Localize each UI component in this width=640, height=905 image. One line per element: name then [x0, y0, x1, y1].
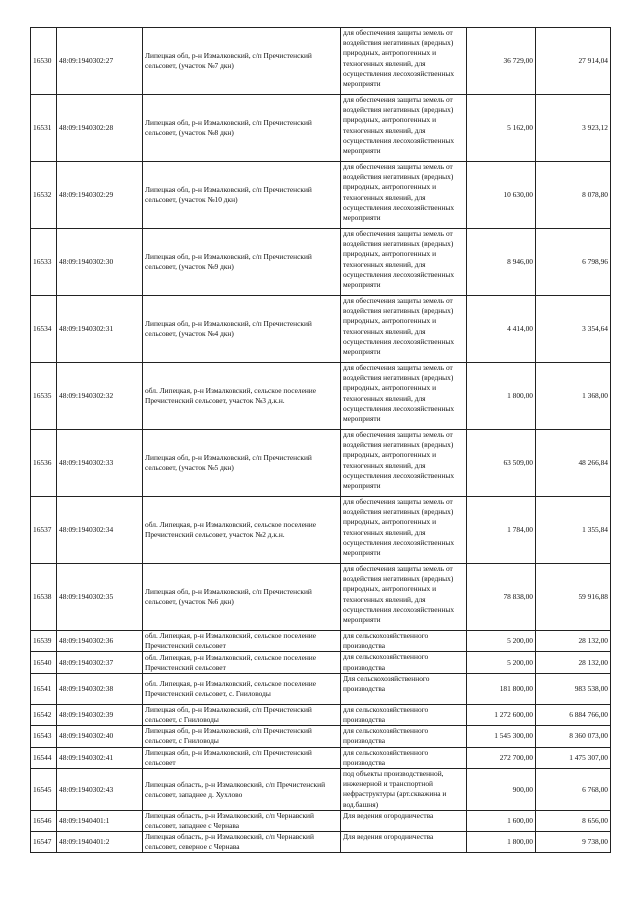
plot-area: 1 545 300,00	[467, 726, 536, 747]
permitted-use: Для ведения огородничества	[341, 811, 467, 832]
plot-address: Липецкая обл, р-н Измалковский, с/п Пречистенский сельсовет, с Гниловоды	[143, 726, 341, 747]
cadastral-cost: 983 538,00	[536, 673, 611, 704]
plot-area: 5 200,00	[467, 652, 536, 673]
plot-area: 36 729,00	[467, 28, 536, 95]
cadastral-number: 48:09:1940302:37	[57, 652, 143, 673]
cadastral-number: 48:09:1940302:32	[57, 363, 143, 430]
table-row	[31, 162, 611, 229]
permitted-use: для обеспечения защиты земель от воздействия негативных (вредных) природных, антропогенных и техногенных явлений, для осуществления лесохозяйственных мероприяти	[341, 95, 467, 162]
cadastral-cost: 8 656,00	[536, 811, 611, 832]
row-number: 16535	[31, 363, 57, 430]
permitted-use: Для сельскохозяйственного производства	[341, 673, 467, 704]
row-number: 16537	[31, 497, 57, 564]
plot-address: Липецкая обл, р-н Измалковский, с/п Пречистенский сельсовет	[143, 747, 341, 768]
plot-address: обл. Липецкая, р-н Измалковский, сельское поселение Пречистенский сельсовет	[143, 631, 341, 652]
row-number: 16532	[31, 162, 57, 229]
cadastral-number: 48:09:1940302:43	[57, 769, 143, 811]
cadastral-number: 48:09:1940302:31	[57, 296, 143, 363]
cadastral-number: 48:09:1940302:28	[57, 95, 143, 162]
cadastral-cost: 28 132,00	[536, 652, 611, 673]
cadastral-number: 48:09:1940302:30	[57, 229, 143, 296]
row-number: 16538	[31, 564, 57, 631]
table-row	[31, 811, 611, 832]
cadastral-cost: 3 923,12	[536, 95, 611, 162]
permitted-use: для сельскохозяйственного производства	[341, 652, 467, 673]
table-row	[31, 497, 611, 564]
permitted-use: для обеспечения защиты земель от воздействия негативных (вредных) природных, антропогенных и техногенных явлений, для осуществления лесохозяйственных мероприяти	[341, 430, 467, 497]
cadastral-number: 48:09:1940302:34	[57, 497, 143, 564]
permitted-use: для обеспечения защиты земель от воздействия негативных (вредных) природных, антропогенных и техногенных явлений, для осуществления лесохозяйственных мероприяти	[341, 28, 467, 95]
plot-area: 63 509,00	[467, 430, 536, 497]
plot-address: обл. Липецкая, р-н Измалковский, сельское поселение Пречистенский сельсовет, участок №2 д.к.н.	[143, 497, 341, 564]
permitted-use: для сельскохозяйственного производства	[341, 747, 467, 768]
table-row	[31, 95, 611, 162]
plot-area: 1 600,00	[467, 811, 536, 832]
permitted-use: для сельскохозяйственного производства	[341, 726, 467, 747]
row-number: 16546	[31, 811, 57, 832]
permitted-use: для обеспечения защиты земель от воздействия негативных (вредных) природных, антропогенных и техногенных явлений, для осуществления лесохозяйственных мероприяти	[341, 564, 467, 631]
plot-area: 5 200,00	[467, 631, 536, 652]
row-number: 16547	[31, 832, 57, 853]
table-row	[31, 430, 611, 497]
permitted-use: для обеспечения защиты земель от воздействия негативных (вредных) природных, антропогенных и техногенных явлений, для осуществления лесохозяйственных мероприяти	[341, 497, 467, 564]
table-row	[31, 726, 611, 747]
cadastral-number: 48:09:1940302:41	[57, 747, 143, 768]
plot-address: Липецкая обл, р-н Измалковский, с/п Пречистенский сельсовет, (участок №9 дкн)	[143, 229, 341, 296]
plot-area: 1 800,00	[467, 363, 536, 430]
table-row	[31, 652, 611, 673]
cadastral-number: 48:09:1940302:38	[57, 673, 143, 704]
cadastral-cost: 6 798,96	[536, 229, 611, 296]
cadastral-cost: 8 078,80	[536, 162, 611, 229]
plot-address: обл. Липецкая, р-н Измалковский, сельское поселение Пречистенский сельсовет, с. Гниловоды	[143, 673, 341, 704]
permitted-use: для обеспечения защиты земель от воздействия негативных (вредных) природных, антропогенных и техногенных явлений, для осуществления лесохозяйственных мероприяти	[341, 296, 467, 363]
plot-address: Липецкая обл, р-н Измалковский, с/п Пречистенский сельсовет, (участок №4 дкн)	[143, 296, 341, 363]
cadastral-cost: 1 355,84	[536, 497, 611, 564]
row-number: 16530	[31, 28, 57, 95]
plot-address: Липецкая обл, р-н Измалковский, с/п Пречистенский сельсовет, с Гниловоды	[143, 704, 341, 725]
cadastral-cost: 48 266,84	[536, 430, 611, 497]
cadastral-cost: 28 132,00	[536, 631, 611, 652]
plot-address: Липецкая обл, р-н Измалковский, с/п Пречистенский сельсовет, (участок №5 дкн)	[143, 430, 341, 497]
cadastral-cost: 59 916,88	[536, 564, 611, 631]
plot-address: Липецкая обл, р-н Измалковский, с/п Пречистенский сельсовет, (участок №10 дкн)	[143, 162, 341, 229]
plot-address: обл. Липецкая, р-н Измалковский, сельское поселение Пречистенский сельсовет	[143, 652, 341, 673]
cadastral-cost: 1 475 307,00	[536, 747, 611, 768]
table-row	[31, 229, 611, 296]
row-number: 16534	[31, 296, 57, 363]
row-number: 16545	[31, 769, 57, 811]
table-row	[31, 564, 611, 631]
row-number: 16540	[31, 652, 57, 673]
permitted-use: под объекты производственной, инженерной и транспортной нефраструктуры (арт.скважина и вод.башня)	[341, 769, 467, 811]
table-row	[31, 704, 611, 725]
cadastral-cost: 6 768,00	[536, 769, 611, 811]
cadastral-cost: 3 354,64	[536, 296, 611, 363]
row-number: 16544	[31, 747, 57, 768]
permitted-use: для обеспечения защиты земель от воздействия негативных (вредных) природных, антропогенных и техногенных явлений, для осуществления лесохозяйственных мероприяти	[341, 162, 467, 229]
cadastral-cost: 6 884 766,00	[536, 704, 611, 725]
plot-address: Липецкая обл, р-н Измалковский, с/п Пречистенский сельсовет, (участок №7 дкн)	[143, 28, 341, 95]
permitted-use: для обеспечения защиты земель от воздействия негативных (вредных) природных, антропогенных и техногенных явлений, для осуществления лесохозяйственных мероприяти	[341, 229, 467, 296]
cadastral-number: 48:09:1940401:1	[57, 811, 143, 832]
plot-area: 1 784,00	[467, 497, 536, 564]
cadastral-number: 48:09:1940302:29	[57, 162, 143, 229]
plot-area: 1 272 600,00	[467, 704, 536, 725]
table-row	[31, 832, 611, 853]
plot-area: 181 800,00	[467, 673, 536, 704]
permitted-use: для обеспечения защиты земель от воздействия негативных (вредных) природных, антропогенных и техногенных явлений, для осуществления лесохозяйственных мероприяти	[341, 363, 467, 430]
cadastral-number: 48:09:1940302:40	[57, 726, 143, 747]
plot-area: 900,00	[467, 769, 536, 811]
cadastral-cost: 9 738,00	[536, 832, 611, 853]
cadastral-number: 48:09:1940302:35	[57, 564, 143, 631]
cadastral-cost: 1 368,00	[536, 363, 611, 430]
plot-area: 8 946,00	[467, 229, 536, 296]
plot-area: 5 162,00	[467, 95, 536, 162]
row-number: 16536	[31, 430, 57, 497]
plot-address: Липецкая область, р-н Измалковский, с/п Чернавский сельсовет, западнее с Чернава	[143, 811, 341, 832]
cadastral-number: 48:09:1940302:33	[57, 430, 143, 497]
table-row	[31, 296, 611, 363]
plot-address: обл. Липецкая, р-н Измалковский, сельское поселение Пречистенский сельсовет, участок №3 д.к.н.	[143, 363, 341, 430]
table-row	[31, 673, 611, 704]
plot-area: 272 700,00	[467, 747, 536, 768]
row-number: 16541	[31, 673, 57, 704]
row-number: 16542	[31, 704, 57, 725]
table-row	[31, 28, 611, 95]
permitted-use: для сельскохозяйственного производства	[341, 631, 467, 652]
permitted-use: для сельскохозяйственного производства	[341, 704, 467, 725]
table-row	[31, 363, 611, 430]
permitted-use: Для ведения огородничества	[341, 832, 467, 853]
row-number: 16533	[31, 229, 57, 296]
plot-address: Липецкая область, р-н Измалковский, с/п Пречистенский сельсовет, западнее д. Хухлово	[143, 769, 341, 811]
plot-address: Липецкая область, р-н Измалковский, с/п Чернавский сельсовет, северное с Чернава	[143, 832, 341, 853]
cadastral-cost: 8 360 073,00	[536, 726, 611, 747]
row-number: 16543	[31, 726, 57, 747]
cadastral-cost: 27 914,04	[536, 28, 611, 95]
plot-address: Липецкая обл, р-н Измалковский, с/п Пречистенский сельсовет, (участок №6 дкн)	[143, 564, 341, 631]
cadastral-number: 48:09:1940302:39	[57, 704, 143, 725]
row-number: 16531	[31, 95, 57, 162]
plot-area: 1 800,00	[467, 832, 536, 853]
cadastral-number: 48:09:1940302:27	[57, 28, 143, 95]
land-plots-table	[30, 27, 611, 853]
cadastral-number: 48:09:1940401:2	[57, 832, 143, 853]
plot-address: Липецкая обл, р-н Измалковский, с/п Пречистенский сельсовет, (участок №8 дкн)	[143, 95, 341, 162]
row-number: 16539	[31, 631, 57, 652]
cadastral-number: 48:09:1940302:36	[57, 631, 143, 652]
plot-area: 4 414,00	[467, 296, 536, 363]
table-row	[31, 747, 611, 768]
plot-area: 78 838,00	[467, 564, 536, 631]
table-row	[31, 769, 611, 811]
plot-area: 10 630,00	[467, 162, 536, 229]
table-row	[31, 631, 611, 652]
